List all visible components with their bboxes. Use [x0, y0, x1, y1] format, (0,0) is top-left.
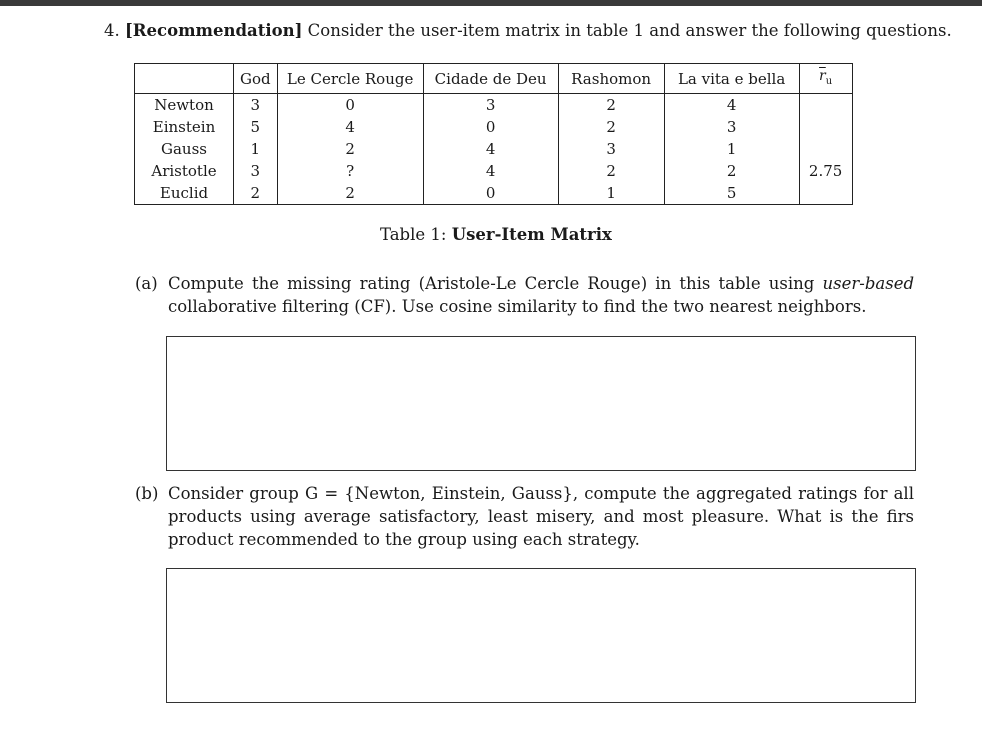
table-header-row	[135, 64, 853, 94]
part-b	[135, 482, 915, 554]
header-god: God	[234, 64, 278, 94]
rating-cell: 1	[558, 182, 664, 205]
mean-rating-cell	[799, 182, 852, 205]
row-user-name: Aristotle	[135, 160, 234, 182]
header-cidade-de-deu: Cidade de Deu	[423, 64, 558, 94]
table-row	[135, 160, 853, 182]
rating-cell: 4	[423, 160, 558, 182]
mean-symbol: $\overline{r}$	[819, 68, 826, 84]
question-text: Consider the user-item matrix in table 1 and answer the following questions.	[307, 21, 952, 40]
part-a-text-before: Compute the missing rating (Aristole-Le Cercle Rouge) in this table using	[168, 274, 815, 293]
rating-cell: 3	[234, 94, 278, 117]
rating-cell: 4	[423, 138, 558, 160]
header-rashomon: Rashomon	[558, 64, 664, 94]
rating-cell: ?	[277, 160, 423, 182]
rating-cell: 4	[277, 116, 423, 138]
rating-cell: 3	[664, 116, 799, 138]
rating-cell: 0	[277, 94, 423, 117]
rating-cell: 3	[423, 94, 558, 117]
caption-prefix: Table 1:	[380, 225, 447, 244]
question-number: 4.	[104, 21, 120, 40]
rating-cell: 2	[558, 160, 664, 182]
table-row	[135, 138, 853, 160]
rating-cell: 3	[558, 138, 664, 160]
mean-subscript: u	[825, 76, 833, 87]
rating-cell: 3	[234, 160, 278, 182]
row-user-name: Euclid	[135, 182, 234, 205]
table-row	[135, 182, 853, 205]
answer-box-b[interactable]	[166, 568, 916, 703]
table-row	[135, 94, 853, 117]
table-caption	[380, 225, 612, 244]
row-user-name: Einstein	[135, 116, 234, 138]
part-a	[135, 272, 915, 322]
part-a-emphasis: user-based	[822, 274, 915, 293]
rating-cell: 1	[234, 138, 278, 160]
rating-cell: 2	[277, 182, 423, 205]
part-b-text: Consider group G = {Newton, Einstein, Gauss}, compute the aggregated ratings for all products using average satisfactory, least misery, and most pleasure. What is the firs product recommended to the group using each strategy.	[168, 484, 914, 549]
rating-cell: 0	[423, 116, 558, 138]
part-b-label: (b)	[135, 484, 159, 503]
mean-rating-cell	[799, 116, 852, 138]
part-a-text	[168, 272, 914, 318]
question-heading	[104, 21, 952, 40]
mean-rating-cell	[799, 94, 852, 117]
rating-cell: 4	[664, 94, 799, 117]
header-le-cercle-rouge: Le Cercle Rouge	[277, 64, 423, 94]
table-row	[135, 116, 853, 138]
answer-box-a[interactable]	[166, 336, 916, 471]
rating-cell: 5	[234, 116, 278, 138]
rating-cell: 2	[234, 182, 278, 205]
header-la-vita-e-bella: La vita e bella	[664, 64, 799, 94]
question-tag: [Recommendation]	[125, 21, 303, 40]
part-a-label: (a)	[135, 274, 158, 293]
header-mean-rating	[799, 64, 852, 94]
rating-cell: 2	[558, 94, 664, 117]
header-blank	[135, 64, 234, 94]
rating-cell: 1	[664, 138, 799, 160]
mean-rating-cell: 2.75	[799, 160, 852, 182]
top-bar	[0, 0, 982, 6]
rating-cell: 2	[277, 138, 423, 160]
rating-cell: 5	[664, 182, 799, 205]
row-user-name: Newton	[135, 94, 234, 117]
rating-cell: 2	[664, 160, 799, 182]
user-item-matrix	[134, 63, 853, 205]
rating-cell: 2	[558, 116, 664, 138]
row-user-name: Gauss	[135, 138, 234, 160]
mean-rating-cell	[799, 138, 852, 160]
rating-cell: 0	[423, 182, 558, 205]
caption-title: User-Item Matrix	[451, 225, 612, 244]
part-a-text-after: collaborative filtering (CF). Use cosine similarity to find the two nearest neighbors.	[168, 297, 867, 316]
